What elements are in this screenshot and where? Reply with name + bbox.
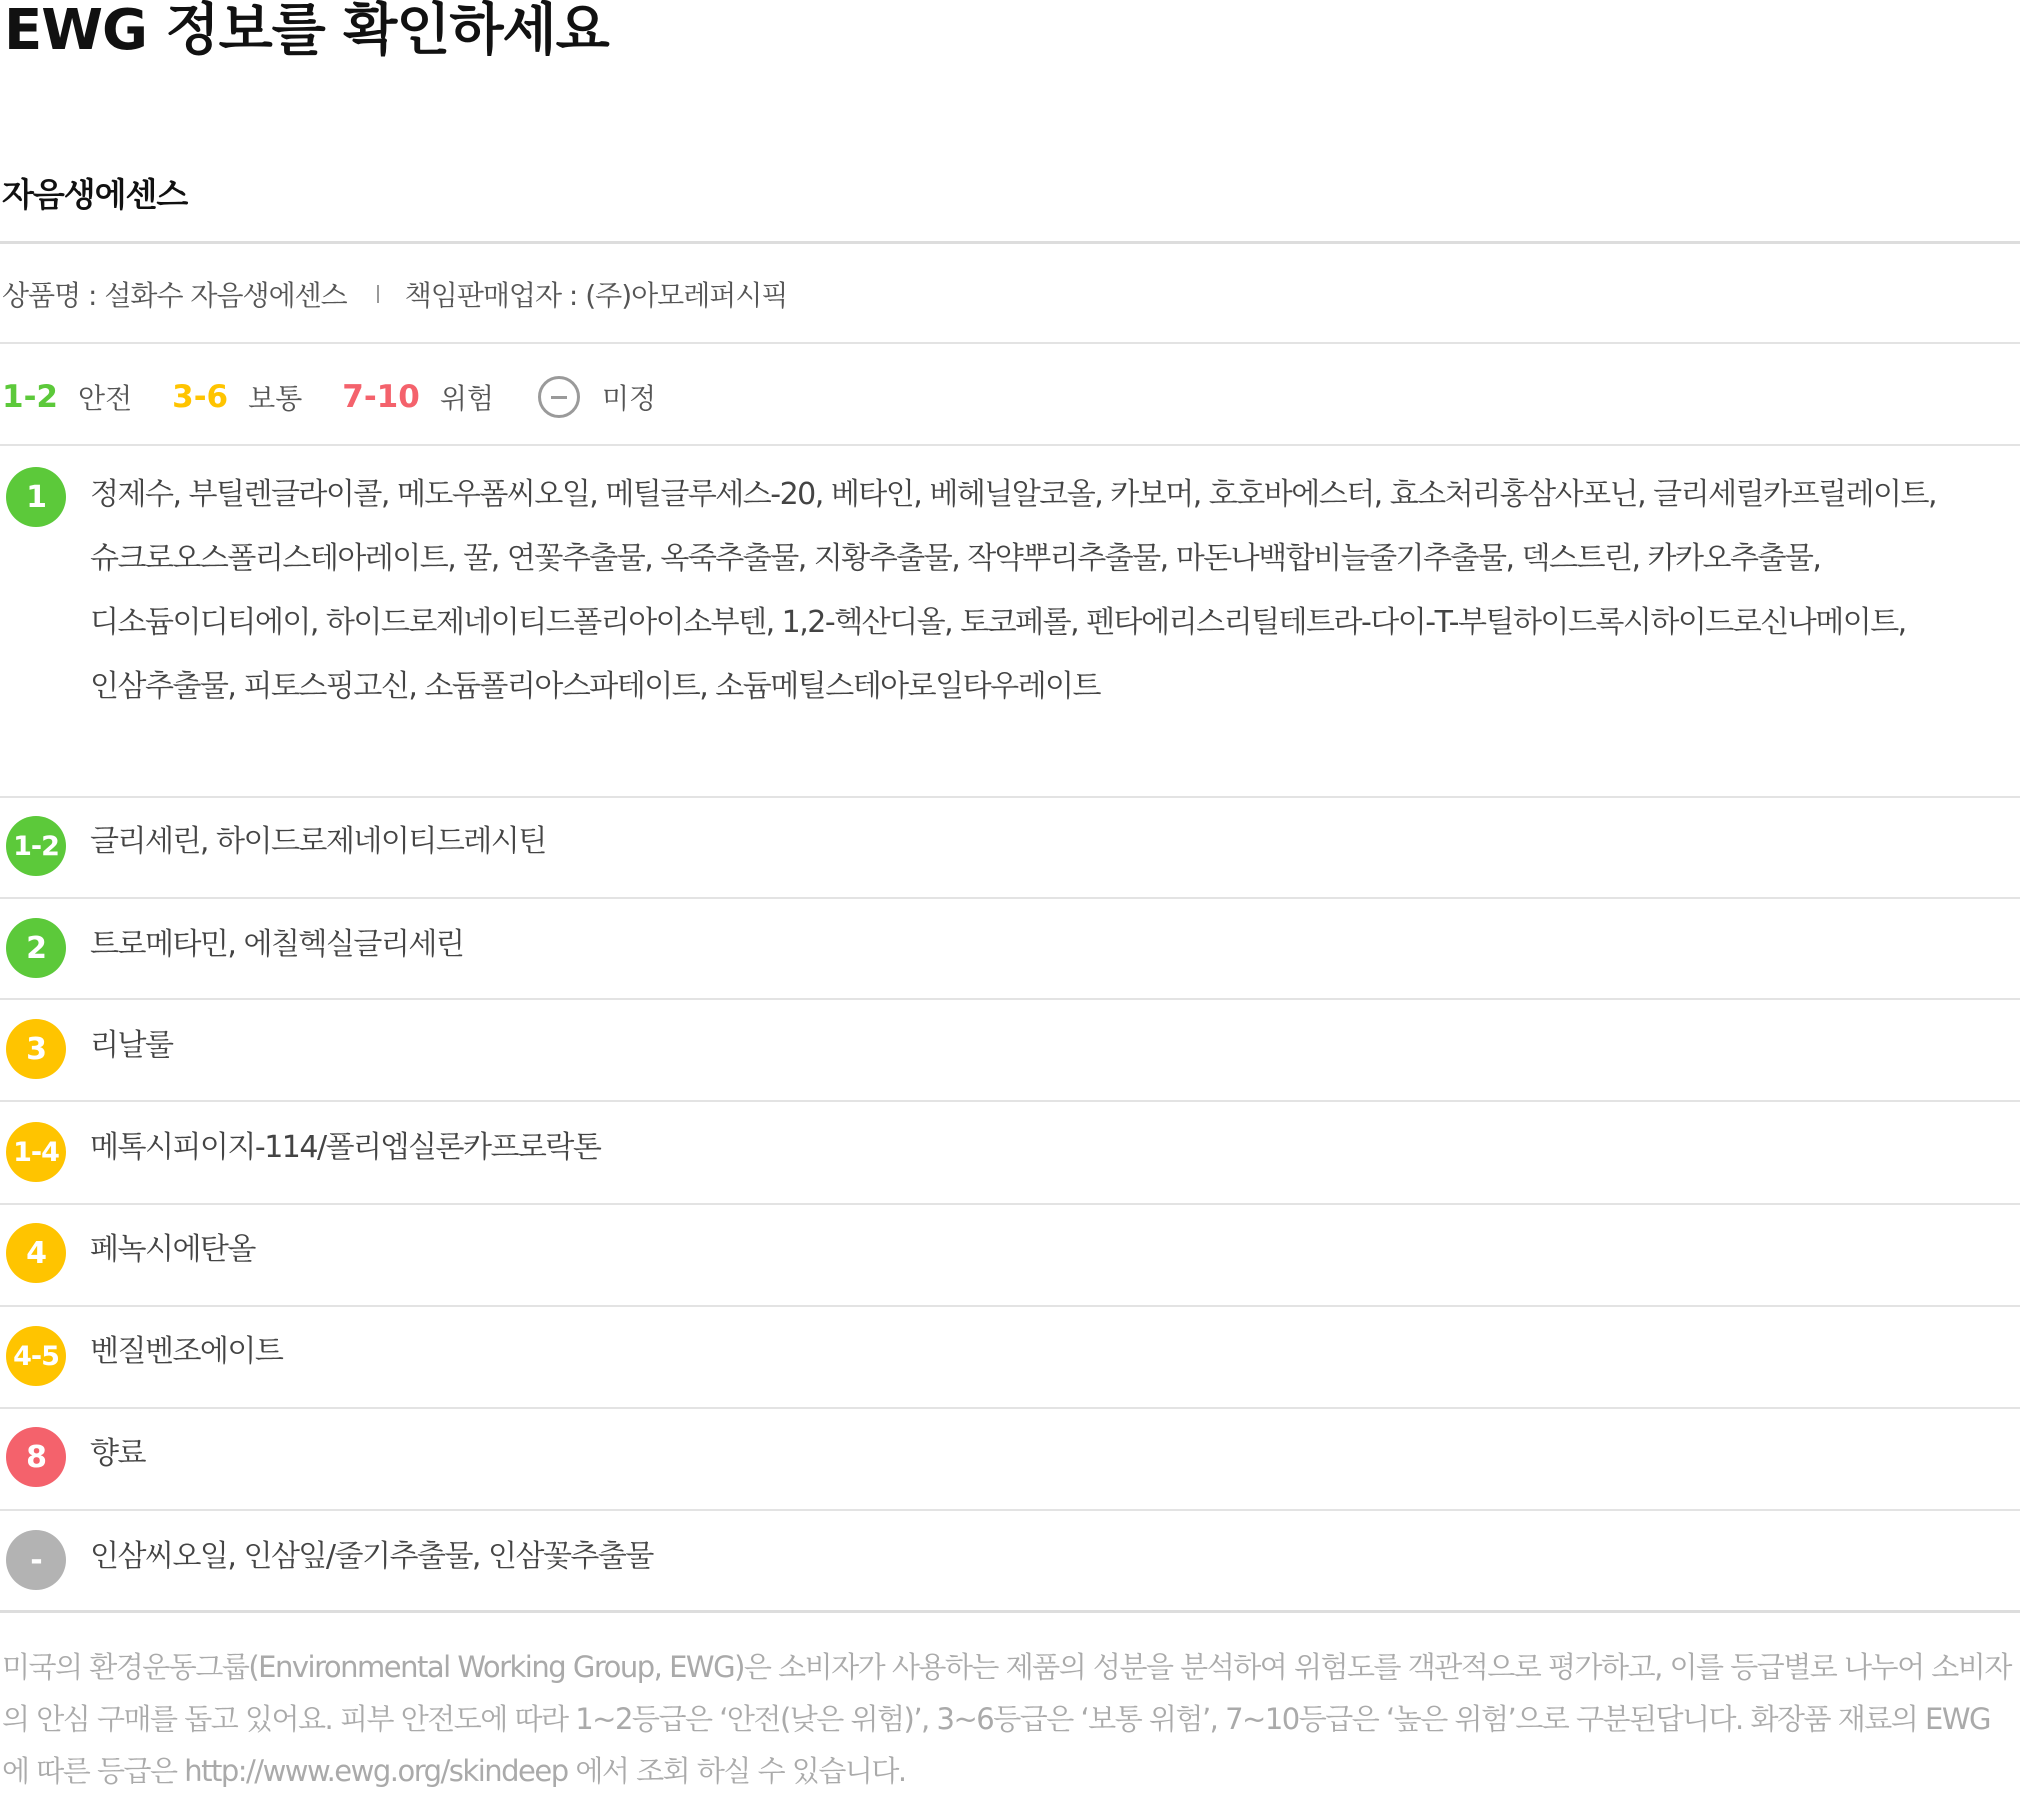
ingredient-list: 정제수, 부틸렌글라이콜, 메도우폼씨오일, 메틸글루세스-20, 베타인, 베헤닐알코올, 카보머, 호호바에스터, 효소처리홍삼사포닌, 글리세릴카프릴레이트, 슈크로오스폴리스테아레이트, 꿀, 연꽃추출물, 옥죽추출물, 지황추출물, 작약뿌리추출물, 마돈나백합비늘줄기추출물, 덱스트린, 카카오추출물, 디소듐이디티에이, 하이드로제네이티드폴리아이소부텐, 1,2-헥산디올, 토코페롤, 펜타에리스리틸테트라-다이-T-부틸하이드록시하이드로신나메이트, 인삼추출물, 피토스핑고신, 소듐폴리아스파테이트, 소듐메틸스테아로일타우레이트 [90,477,1936,704]
ingredient-list: 트로메타민, 에칠헥실글리세린 [90,927,464,962]
row-divider [0,1305,2020,1307]
ingredient-list: 글리세린, 하이드로제네이티드레시틴 [90,824,546,859]
row-divider [0,998,2020,1000]
row-divider [0,1509,2020,1511]
grade-badge: 3 [6,1019,66,1079]
grade-badge: 1-4 [6,1122,66,1182]
page-title: EWG 정보를 확인하세요 [4,0,609,63]
legend-divider [0,444,2020,446]
legend-safe-label: 안전 [78,382,133,415]
ewg-footnote: 미국의 환경운동그룹(Environmental Working Group, EWG)은 소비자가 사용하는 제품의 성분을 분석하여 위험도를 객관적으로 평가하고, 이를 등급별로 나누어 소비자의 안심 구매를 돕고 있어요. 피부 안전도에 따라 1~2등급은 ‘안전(낮은 위험)’, 3~6등급은 ‘보통 위험’, 7~10등급은 ‘높은 위험’으로 구분된답니다. 화장품 재료의 EWG에 따른 등급은 http://www.ewg.org/skindeep 에서 조회 하실 수 있습니다. [2,1650,2011,1788]
legend-high-range: 7-10 [342,379,420,415]
ingredient-list: 향료 [90,1436,145,1471]
grade-badge: 2 [6,918,66,978]
legend-undetermined-label: 미정 [601,382,657,415]
seller-name: 책임판매업자 : (주)아모레퍼시픽 [404,279,788,312]
row-divider [0,1407,2020,1409]
grade-legend [2,372,656,422]
minus-circle-icon [538,376,580,418]
ingredient-list: 페녹시에탄올 [90,1232,255,1267]
list-bottom-divider [0,1610,2020,1613]
ingredient-list: 리날룰 [90,1028,173,1063]
grade-badge: - [6,1530,66,1590]
row-divider [0,897,2020,899]
grade-badge: 4 [6,1223,66,1283]
ingredient-list: 벤질벤조에이트 [90,1334,283,1369]
grade-badge: 4-5 [6,1326,66,1386]
meta-separator [377,285,379,303]
grade-badge: 8 [6,1427,66,1487]
legend-safe-range: 1-2 [2,379,59,415]
row-divider [0,1100,2020,1102]
meta-divider [0,342,2020,344]
row-divider [0,1203,2020,1205]
ingredient-list: 메톡시피이지-114/폴리엡실론카프로락톤 [90,1130,601,1165]
product-meta [2,272,787,316]
heading-divider [0,241,2020,244]
legend-moderate-range: 3-6 [172,379,229,415]
legend-moderate-label: 보통 [248,382,303,415]
ingredient-list: 인삼씨오일, 인삼잎/줄기추출물, 인삼꽃추출물 [90,1539,653,1574]
grade-badge: 1-2 [6,816,66,876]
grade-badge: 1 [6,467,66,527]
legend-high-label: 위험 [439,382,494,415]
product-heading: 자음생에센스 [2,175,188,214]
row-divider [0,796,2020,798]
product-name: 상품명 : 설화수 자음생에센스 [2,279,347,312]
